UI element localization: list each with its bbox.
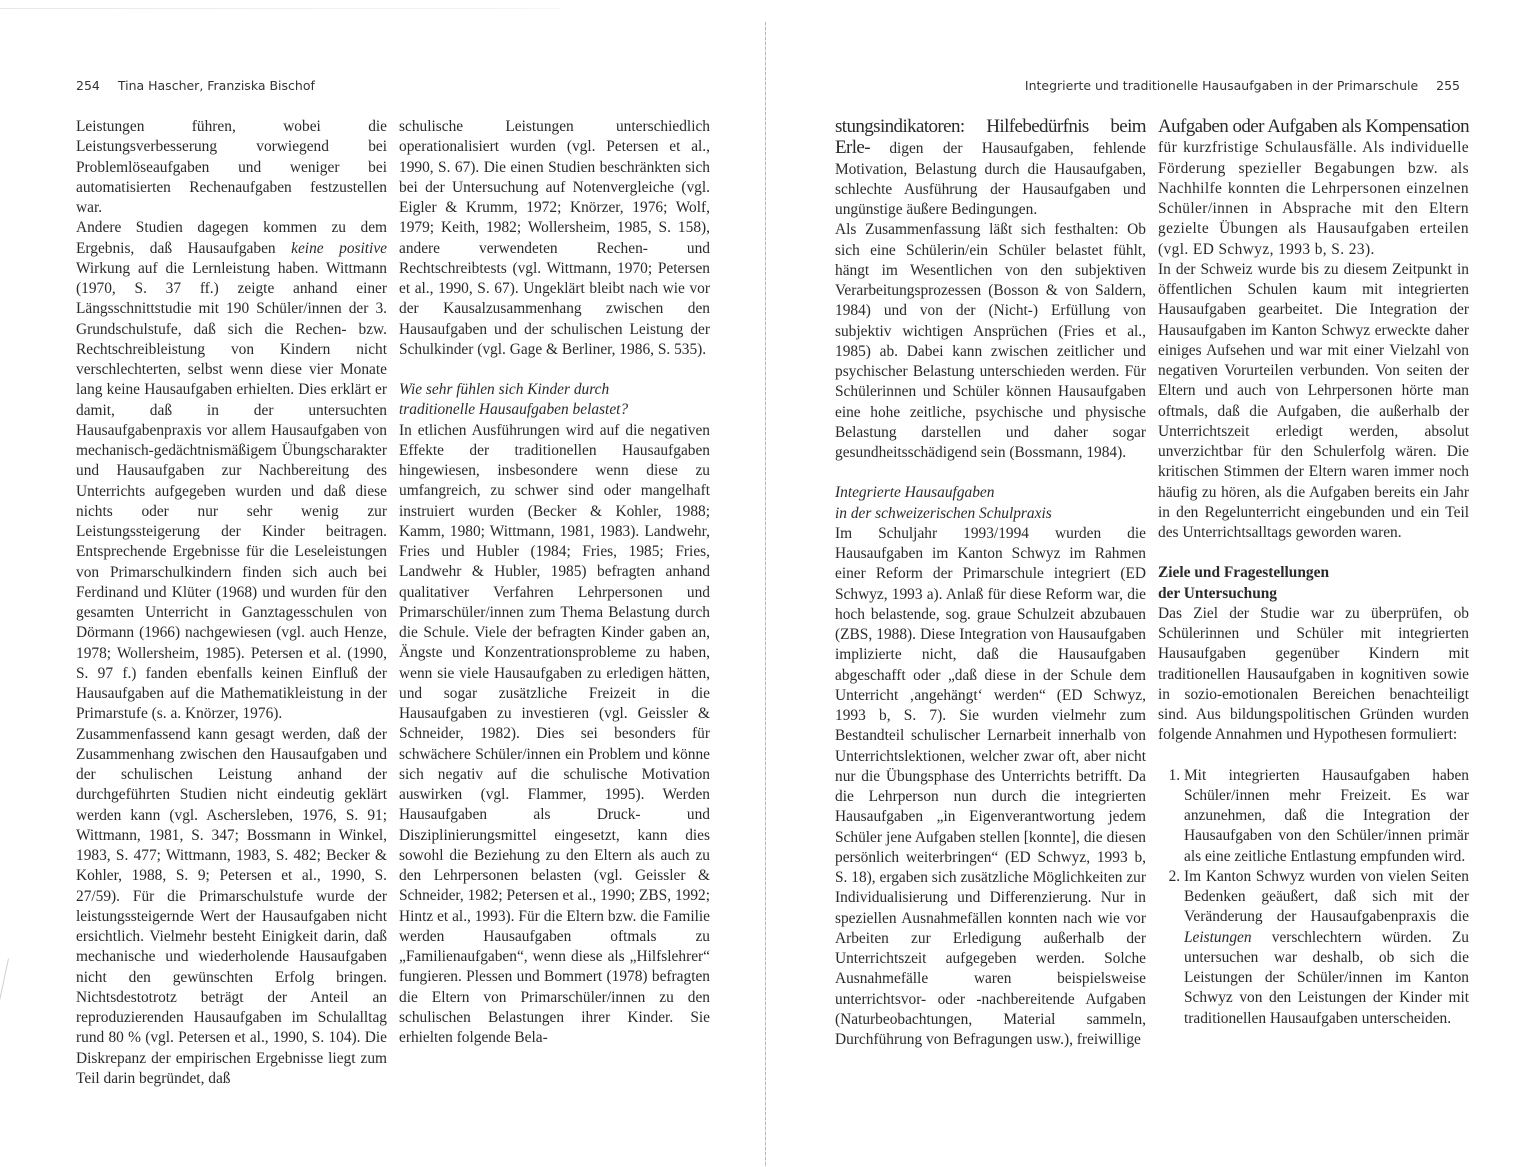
- paragraph: [76, 218, 387, 724]
- text-run: Wirkung auf die Lernleistung haben. Wittmann (1970, S. 37 ff.) zeigte anhand einer Längsschnittstudie mit 190 Schüler/innen der 3. Grundschulstufe, daß sich die Rechen- bzw. Rechtschreibleistung von Kindern nicht verschlechterten, selbst wenn diese vier Monate lang keine Hausaufgaben erhielten. Dies erklärt er damit, daß in der untersuchten Hausaufgabenpraxis vor allem Hausaufgaben von mechanisch-gedächtnismäßigem Übungscharakter und Hausaufgaben zur Nachbereitung des Unterrichts aufgegeben wurden und daß diese nichts oder nur sehr wenig zur Leistungssteigerung der Kinder beitragen. Entsprechende Ergebnisse für die Leseleistungen von Primarschulkindern finden sich auch bei Ferdinand und Klüter (1968) und wurden für den gesamten Unterricht in Ganztagesschulen von Dörmann (1966) nachgewiesen (vgl. auch Henze, 1978; Wollersheim, 1985). Petersen et al. (1990, S. 97 f.) fanden ebenfalls keinen Einfluß der Hausaufgaben auf die Mathematikleistung in der Primarstufe (s. a. Knörzer, 1976).: [76, 259, 387, 723]
- paragraph: Zusammenfassend kann gesagt werden, daß der Zusammenhang zwischen den Hausaufgaben und der schulischen Leistung anhand der durchgeführten Studien nicht eindeutig geklärt werden kann (vgl. Aschersleben, 1976, S. 91; Wittmann, 1981, S. 347; Bossmann in Winkel, 1983, S. 477; Wittmann, 1983, S. 482; Becker & Kohler, 1988, S. 9; Petersen et al., 1990, S. 27/59). Für die Primarschulstufe wurde der leistungssteigernde Wert der Hausaufgaben nicht ersichtlich. Vielmehr besteht Einigkeit darin, daß mechanische und wiederholende Hausaufgaben nicht den gewünschten Erfolg bringen. Nichtsdestotrotz beträgt der Anteil an reproduzierenden Hausaufgaben im Schulalltag rund 80 % (vgl. Petersen et al., 1990, S. 104). Die Diskrepanz der empirischen Ergebnisse liegt zum Teil darin begründet, daß: [76, 725, 387, 1087]
- right-page-column-1: [835, 117, 1146, 1050]
- paragraph: Als Zusammenfassung läßt sich festhalten: Ob sich eine Schülerin/ein Schüler belastet fühlt, hängt im Wesentlichen von den subjektiven Verarbeitungsprozessen (Bosson & von Saldern, 1984) und von der (Nicht-) Erfüllung von subjektiv wichtigen Ansprüchen (Fries et al., 1985) ab. Dabei kann zwischen zeitlicher und psychischer Belastung unterschieden werden. Für Schülerinnen und Schüler können Hausaufgaben eine hohe zeitliche, psychische und physische Belastung darstellen und daher sogar gesundheitsschädigend sein (Bossmann, 1984).: [835, 221, 1146, 461]
- section-heading: [1158, 563, 1469, 604]
- text-run: digen der Hausaufgaben, fehlende Motivation, Belastung durch die Hausaufgaben, schlechte Ausführung der Hausaufgaben und ungünstige äußere Bedingungen.: [835, 140, 1146, 218]
- article-title: Integrierte und traditionelle Hausaufgaben in der Primarschule: [1024, 78, 1419, 93]
- scan-top-edge: [0, 8, 560, 9]
- left-page-column-2: [399, 117, 710, 1048]
- section-heading: [399, 380, 710, 421]
- paragraph: Das Ziel der Studie war zu überprüfen, ob Schülerinnen und Schüler mit integrierten Hausaufgaben gegenüber Kindern mit traditionellen Hausaufgaben in kognitiven sowie in sozio-emotionalen Bereichen benachteiligt sind. Aus bildungspolitischen Gründen wurden folgende Annahmen und Hypothesen formuliert:: [1158, 604, 1469, 744]
- paragraph: In etlichen Ausführungen wird auf die negativen Effekte der traditionellen Hausaufgaben hingewiesen, insbesondere wenn diese zu umfangreich, zu schwer sind oder mangelhaft instruiert wurden (Becker & Kohler, 1988; Kamm, 1980; Wittmann, 1981, 1983). Landwehr, Fries und Hubler (1984; Fries, 1985; Fries, Landwehr & Hubler, 1985) befragten anhand qualitativer Verfahren Lehrpersonen und Primarschüler/innen zum Thema Belastung durch die Schule. Viele der befragten Kinder gaben an, Ängste und Konzentrationsprobleme zu haben, wenn sie viele Hausaufgaben zu erledigen hätten, und sogar zusätzliche Freizeit in die Hausaufgaben zu investieren (vgl. Geissler & Schneider, 1982). Dies sei besonders für schwächere Schüler/innen ein Problem und könne sich negativ auf die schulische Motivation auswirken (vgl. Flammer, 1995). Werden Hausaufgaben als Druck- und Disziplinierungsmittel eingesetzt, kann dies sowohl die Beziehung zu den Eltern als auch zu den Lehrpersonen belasten (vgl. Geissler & Schneider, 1982; Petersen et al., 1990; ZBS, 1992; Hintz et al., 1993). Für die Eltern bzw. die Familie werden Hausaufgaben oftmals zu „Familienaufgaben“, wenn diese als „Hilfslehrer“ fungieren. Plessen und Bommert (1978) befragten die Eltern von Primarschüler/innen zu den schulischen Belastungen ihrer Kinder. Sie erhielten folgende Bela-: [399, 421, 710, 1046]
- left-page-column-1: [76, 117, 387, 1089]
- paragraph: Im Schuljahr 1993/1994 wurden die Hausaufgaben im Kanton Schwyz im Rahmen einer Reform der Primarschule integriert (ED Schwyz, 1993 a). Anlaß für diese Reform war, die hoch belastende, sog. graue Schulzeit abzubauen (ZBS, 1988). Diese Integration von Hausaufgaben implizierte nicht, daß die Hausaufgaben abgeschafft oder „daß diese in der Schule dem Unterricht ‚angehängt‘ werden“ (ED Schwyz, 1993 b, S. 7). Sie wurden vielmehr zum Bestandteil schulischer Lernarbeit innerhalb von Unterrichtslektionen, welcher zwar oft, aber nicht nur die Übungsphase des Unterrichts betrifft. Da die Lehrperson nun durch die integrierten Hausaufgaben „in Eigenverantwortung jedem Schüler jene Aufgaben stellen [konnte], die diesen persönlich weiterbringen“ (ED Schwyz, 1993 b, S. 18), ergaben sich zusätzliche Möglichkeiten zur Individualisierung und Differenzierung. Nur in speziellen Ausnahmefällen konnten nach wie vor Arbeiten zur Erledigung außerhalb der Unterrichtszeit aufgegeben werden. Solche Ausnahmefälle waren beispielsweise unterrichtsvor- oder -nachbereitende Aufgaben (Naturbeobachtungen, Material sammeln, Durchführung von Befragungen usw.), freiwillige: [835, 524, 1146, 1048]
- right-page-column-2: [1158, 117, 1469, 1029]
- author-names: Tina Hascher, Franziska Bischof: [117, 78, 315, 93]
- scan-edge-mark: [0, 958, 9, 1005]
- paragraph: In der Schweiz wurde bis zu diesem Zeitpunkt in öffentlichen Schulen kaum mit integrierten Hausaufgaben gearbeitet. Die Integration der Hausaufgaben im Kanton Schwyz erweckte daher einiges Aufsehen und war mit einer Vielzahl von negativen Vorurteilen verbunden. Von seiten der Eltern und auch von Lehrpersonen hörte man oftmals, daß die Aufgaben, die außerhalb der Unterrichtszeit erledigt werden, absolut unverzichtbar für den Schulerfolg wären. Die kritischen Stimmen der Eltern waren immer noch häufig zu hören, als die Aufgaben bereits ein Jahr in den Regelunterricht eingebunden und ein Teil des Unterrichtsalltags geworden waren.: [1158, 260, 1469, 541]
- page-number-right: 255: [1436, 78, 1460, 93]
- text-run: Mit integrierten Hausaufgaben haben Schüler/innen mehr Freizeit. Es war anzunehmen, daß die Integration der Hausaufgaben von den Schüler/innen primär als eine zeitliche Entlastung empfunden wird.: [1184, 766, 1469, 865]
- text-run: Im Kanton Schwyz wurden von vielen Seiten Bedenken geäußert, daß sich mit der Veränderung der Hausaufgabenpraxis die: [1184, 867, 1469, 926]
- heading-line: Wie sehr fühlen sich Kinder durch: [399, 381, 610, 398]
- hypotheses-list: [1158, 766, 1469, 1029]
- book-gutter-divider: [765, 22, 766, 1167]
- paragraph: [1158, 117, 1469, 260]
- paragraph: schulische Leistungen unterschiedlich operationalisiert wurden (vgl. Petersen et al., 1990, S. 67). Die einen Studien beschränkten sich bei der Untersuchung auf Notenvergleiche (vgl. Eigler & Krumm, 1972; Knörzer, 1976; Wolf, 1979; Keith, 1982; Wollersheim, 1985, S. 158), andere verwendeten Rechen- und Rechtschreibtests (vgl. Wittmann, 1970; Petersen et al., 1990, S. 67). Ungeklärt bleibt nach wie vor der Kausalzusammenhang zwischen den Hausaufgaben und der schulischen Leistung der Schulkinder (vgl. Gage & Berliner, 1986, S. 535).: [399, 118, 710, 358]
- heading-line: traditionelle Hausaufgaben belastet?: [399, 401, 629, 419]
- text-run: verschlechtern würden. Zu untersuchen war deshalb, ob sich die Leistungen der Schüler/innen im Kanton Schwyz von den Leistungen der Kinder mit traditionellen Hausaufgaben unterscheiden.: [1184, 928, 1469, 1027]
- section-heading: [835, 483, 1146, 524]
- continued-line: Aufgaben oder Aufgaben als Kompensation: [1158, 116, 1469, 137]
- list-item: [1184, 867, 1469, 1029]
- heading-line: in der schweizerischen Schulpraxis: [835, 504, 1052, 522]
- text-run: Andere Studien dagegen kommen zu dem Ergebnis, daß Hausaufgaben: [76, 219, 387, 257]
- heading-line: der Untersuchung: [1158, 584, 1278, 602]
- paragraph: [835, 117, 1146, 220]
- list-item: [1184, 766, 1469, 867]
- continued-line: stungsindikatoren: Hilfebedürfnis beim Erle-: [835, 116, 1146, 159]
- page-number-left: 254: [76, 78, 100, 93]
- right-running-head: [1025, 78, 1460, 93]
- left-running-head: [76, 78, 315, 93]
- text-run: für kurzfristige Schulausfälle. Als individuelle Förderung spezieller Begabungen bzw. als Nachhilfe konnten die Lehrpersonen einzelnen Schüler/innen in Absprache mit den Eltern gezielte Übungen als Hausaufgaben erteilen (vgl. ED Schwyz, 1993 b, S. 23).: [1158, 139, 1469, 258]
- emphasis-text: keine positive: [291, 239, 387, 257]
- heading-line: Ziele und Fragestellungen: [1158, 564, 1330, 582]
- paragraph: Leistungen führen, wobei die Leistungsverbesserung vorwiegend bei Problemlöseaufgaben und weniger bei automatisierten Rechenaufgaben festzustellen war.: [76, 118, 387, 216]
- heading-line: Integrierte Hausaufgaben: [835, 484, 995, 502]
- emphasis-text: Leistungen: [1184, 928, 1252, 946]
